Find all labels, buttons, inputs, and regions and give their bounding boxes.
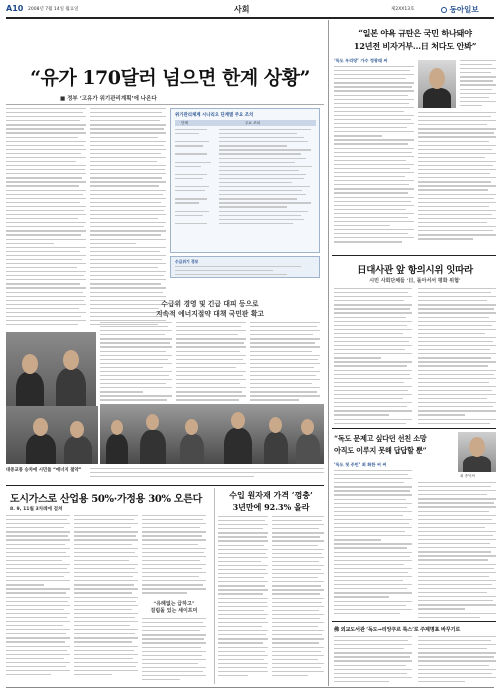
story3-subtitle: 8. 9, 11월 3차례에 걸쳐 [10,507,63,512]
story3-col2 [74,515,138,685]
story2-body-c [250,322,320,402]
story3-headline: 도시가스로 산업용 50%·가정용 30% 오른다 [10,494,202,505]
right-bottom-body-a [334,636,412,686]
box-col-stage: 단계 [181,121,188,125]
right-top-quote-2: 12년전 비자거부…日 처다도 안봐” [353,41,477,51]
right-top-quote-1: “일본 야욕 규탄은 국민 하나돼야 [358,28,472,38]
right-top-body-b [418,112,496,252]
right-quote2-body-a [334,470,412,618]
box-title: 위기관리체계 시나리오 단계별 주요 조치 [175,113,254,118]
story5-subhead: “유례없는 급하고” 걸림돌 있는 세이프미 [150,601,198,614]
right-bottom-body-b [418,636,496,686]
main-subhead: ■ 정부 ‘고유가 위기관리계획’에 나온다 [60,96,157,102]
story3-col1 [6,515,70,685]
right-quote2-1: “독도 문제고 싶다던 선친 소망 [334,434,427,443]
story2-headline-2: 지속적 에너지절약 대책 국민판 확고 [156,310,264,318]
right-top-body-c [460,60,496,110]
islander-photo-label: 최 종덕씨 [460,474,476,478]
section-title: 사회 [234,5,250,14]
issue-date: 2008년 7월 14일 월요일 [28,7,79,12]
story4-headline-2: 3년만에 92.3% 올라 [232,502,310,512]
subway-photo [6,332,96,406]
crisis-scenario-box [170,108,320,253]
story4-headline-1: 수입 원자재 가격 ‘껑충’ [229,490,313,500]
subway-wide-photo [100,404,324,464]
page-header [6,4,494,16]
subway-photo-left-lower [6,406,98,464]
story2-body-b [176,322,246,402]
right-mid-headline: 日대사관 앞 항의시위 잇따라 [357,265,473,276]
story2-body-a [100,322,172,402]
islander-portrait-photo [458,432,496,472]
right-quote2-2: 아직도 이루지 못해 답답할 뿐” [334,446,427,455]
photo-caption: 대중교통 승차에 시민들 “에너지 절약” [6,467,324,483]
main-story-col1 [6,108,86,328]
story2-headline-1: 수급위 경영 및 긴급 대피 등으로 [161,300,259,308]
right-mid-body-b [418,288,496,426]
right-mid-sub: 시민 사회단체들 ‘日, 돌아서서 평화 위협’ [369,278,461,284]
crisis-alert-caption: 수급위기 경보 [170,256,320,278]
right-mid-body-a [334,288,412,426]
right-bottom-headline: 佛 외교도서관 ‘독도→리앙쿠르 록스’로 주제명표 바꾸기로 [334,627,461,633]
right-top-kicker: ‘독도 우리땅’ 가수 정광태 씨 [334,58,388,63]
right-quote2-kicker: ‘독도 첫 주민’ 최 화한 씨 씨 [334,462,387,467]
right-top-body-a [334,66,414,252]
main-headline: “유가 170달러 넘으면 한계 상황” [30,67,310,89]
main-story-col2 [90,108,166,328]
story4-col1 [218,516,268,684]
issue-number: 제2XX13호 [391,7,415,12]
story4-col2 [272,516,324,684]
box-col-measures: 주요 조치 [245,121,261,125]
page-number: A10 [6,4,24,13]
logo-mark-icon [441,7,447,13]
right-quote2-body-b [418,482,496,618]
masthead-logo: 동아일보 [441,4,479,15]
story5-body [142,618,206,684]
singer-portrait-photo [418,60,456,108]
